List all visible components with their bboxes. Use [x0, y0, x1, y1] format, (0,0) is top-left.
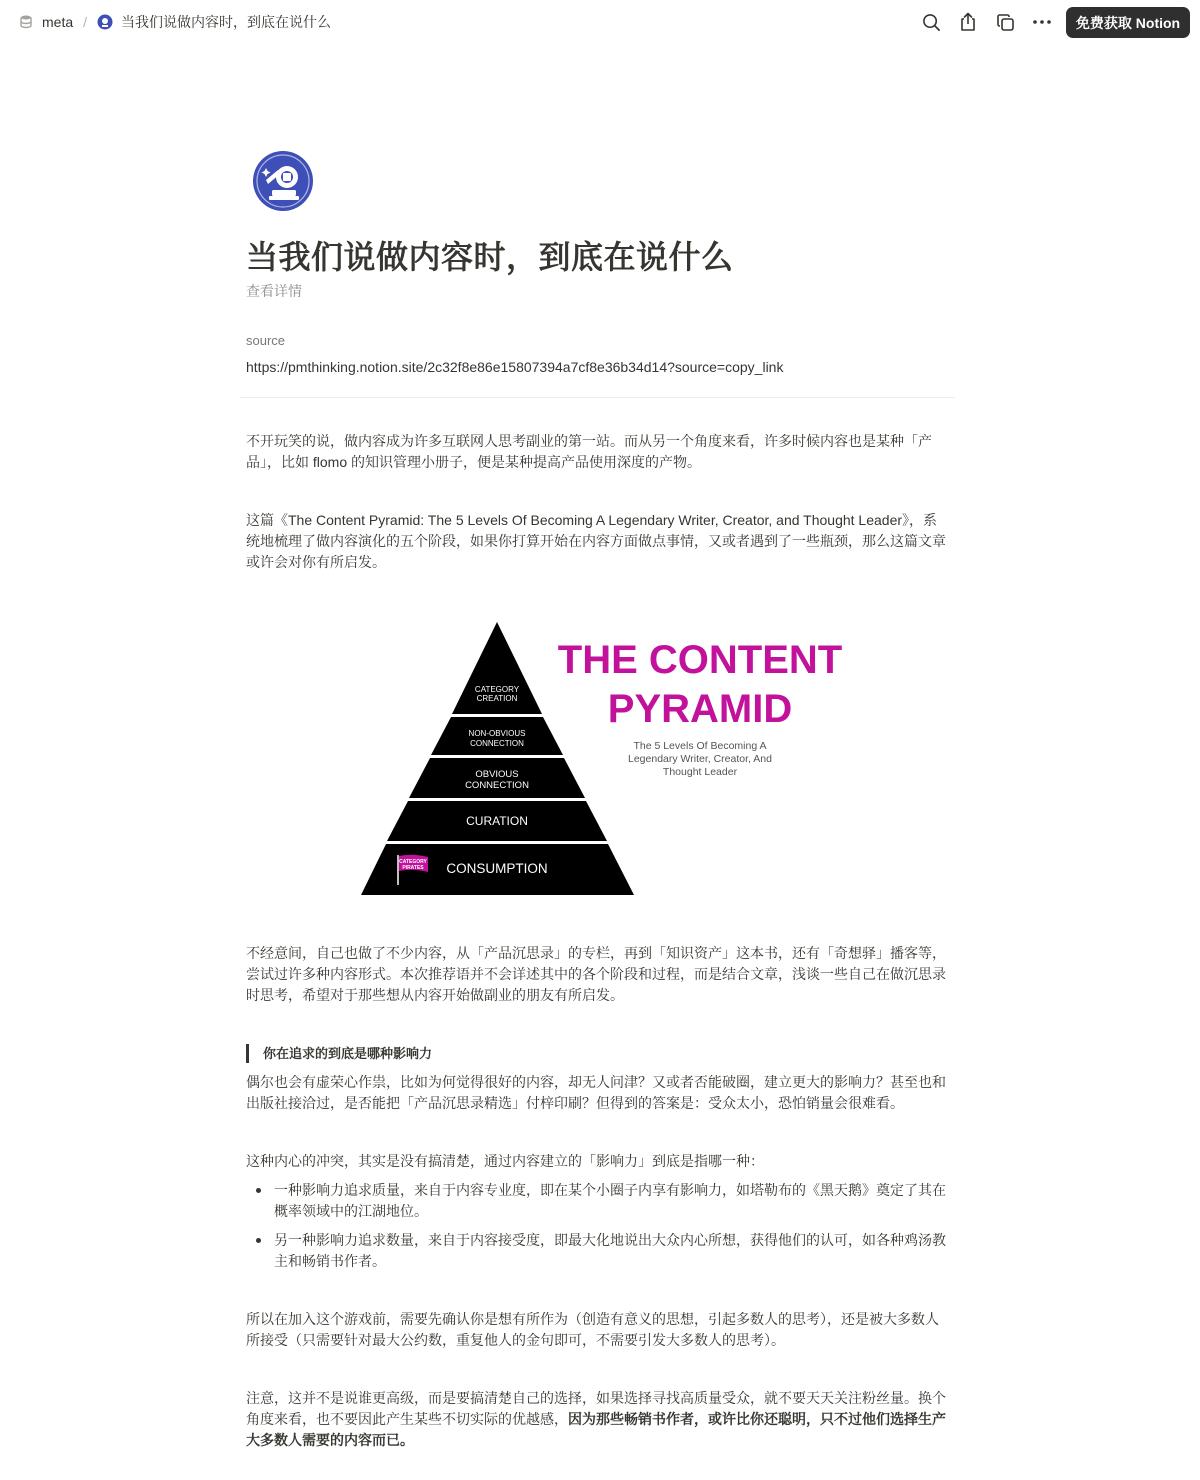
level-label: CATEGORY	[474, 685, 520, 694]
influence-list	[246, 1180, 951, 1280]
property-label-source: source	[246, 333, 286, 348]
paragraph-intro: 不开玩笑的说，做内容成为许多互联网人思考副业的第一站。而从另一个角度来看，许多时候内容也是某种「产品」，比如 flomo 的知识管理小册子，便是某种提高产品使用深度的产物。	[246, 433, 932, 470]
paragraph-choice: 所以在加入这个游戏前，需要先确认你是想有所作为（创造有意义的思想，引起多数人的思考），还是被大多数人所接受（只需要针对最大公约数，重复他人的金句即可，不需要引发大多数人的思考）。	[246, 1311, 939, 1348]
paragraph-vanity: 偶尔也会有虚荣心作祟，比如为何觉得很好的内容，却无人问津？又或者否能破圈，建立更大的影响力？甚至也和出版社接洽过，是否能把「产品沉思录精选」付梓印刷？但得到的答案是：受众太小，恐怕销量会很难看。	[246, 1074, 946, 1111]
breadcrumb-page[interactable]: 当我们说做内容时，到底在说什么	[121, 14, 332, 30]
figure-heading: THE CONTENT	[557, 638, 843, 682]
get-notion-button[interactable]: 免费获取 Notion	[1066, 7, 1190, 38]
header-divider	[240, 397, 955, 398]
top-bar	[0, 0, 1200, 44]
level-label: CONSUMPTION	[446, 861, 548, 876]
more-options-icon[interactable]	[1029, 10, 1055, 34]
list-item: 一种影响力追求质量，来自于内容专业度，即在某个小圈子内享有影响力，如塔勒布的《黑天鹅》奠定了其在概率领域中的江湖地位。	[246, 1180, 951, 1222]
telescope-icon	[252, 150, 314, 212]
breadcrumb	[18, 11, 331, 33]
level-label: NON-OBVIOUS	[468, 729, 526, 738]
level-label: OBVIOUS	[475, 769, 519, 780]
note-bold-text: 因为那些畅销书作者，或许比你还聪明，只不过他们选择生产大多数人需要的内容而已。	[246, 1411, 946, 1448]
content-pyramid-image	[246, 610, 951, 910]
paragraph-article-reference: 这篇《The Content Pyramid: The 5 Levels Of Becoming A Legendary Writer, Creator, and Thought Leader》，系统地梳理了做内容演化的五个阶段，如果你打算开始在内容方面做点事情，又或者遇到了一些瓶颈，那么这篇文章或许会对你有所启发。	[246, 512, 946, 570]
database-icon	[18, 14, 34, 30]
figure-subtitle: Thought Leader	[662, 766, 738, 778]
paragraph-personal-experience: 不经意间，自己也做了不少内容，从「产品沉思录」的专栏，再到「知识资产」这本书，还有「奇想驿」播客等，尝试过许多种内容形式。本次推荐语并不会详述其中的各个阶段和过程，而是结合文章，浅谈一些自己在做沉思录时思考，希望对于那些想从内容开始做副业的朋友有所启发。	[246, 945, 946, 1003]
page-title: 当我们说做内容时，到底在说什么	[246, 239, 734, 275]
svg-text:CATEGORY: CATEGORY	[399, 859, 427, 865]
duplicate-icon[interactable]	[992, 10, 1018, 34]
note-text: 注意，这并不是说谁更高级，而是要搞清楚自己的选择，如果选择寻找高质量受众，就不要天天关注粉丝量。换个角度来看，也不要因此产生某些不切实际的优越感，	[246, 1390, 946, 1427]
list-item: 另一种影响力追求数量，来自于内容接受度，即最大化地说出大众内心所想，获得他们的认可，如各种鸡汤教主和畅销书作者。	[246, 1230, 951, 1272]
telescope-page-icon	[97, 14, 113, 30]
section-heading-quote: 你在追求的到底是哪种影响力	[246, 1044, 951, 1063]
search-icon[interactable]	[918, 10, 944, 34]
level-label: CONNECTION	[470, 739, 524, 748]
property-value-source-url[interactable]: https://pmthinking.notion.site/2c32f8e86e15807394a7cf8e36b34d14?source=copy_link	[246, 359, 784, 375]
paragraph-note	[246, 1388, 951, 1451]
level-label: CONNECTION	[465, 780, 529, 791]
share-icon[interactable]	[955, 10, 981, 34]
view-details-link[interactable]: 查看详情	[246, 283, 302, 299]
paragraph-conflict: 这种内心的冲突，其实是没有搞清楚，通过内容建立的「影响力」到底是指哪一种：	[246, 1153, 764, 1169]
breadcrumb-workspace[interactable]: meta	[42, 14, 74, 30]
breadcrumb-separator: /	[83, 14, 88, 30]
level-label: CURATION	[466, 814, 528, 828]
toolbar-icons	[918, 10, 1066, 34]
svg-text:PIRATES: PIRATES	[402, 865, 424, 871]
figure-subtitle: Legendary Writer, Creator, And	[628, 753, 772, 765]
figure-subtitle: The 5 Levels Of Becoming A	[633, 740, 767, 752]
level-label: CREATION	[476, 694, 518, 703]
figure-heading: PYRAMID	[607, 687, 793, 731]
